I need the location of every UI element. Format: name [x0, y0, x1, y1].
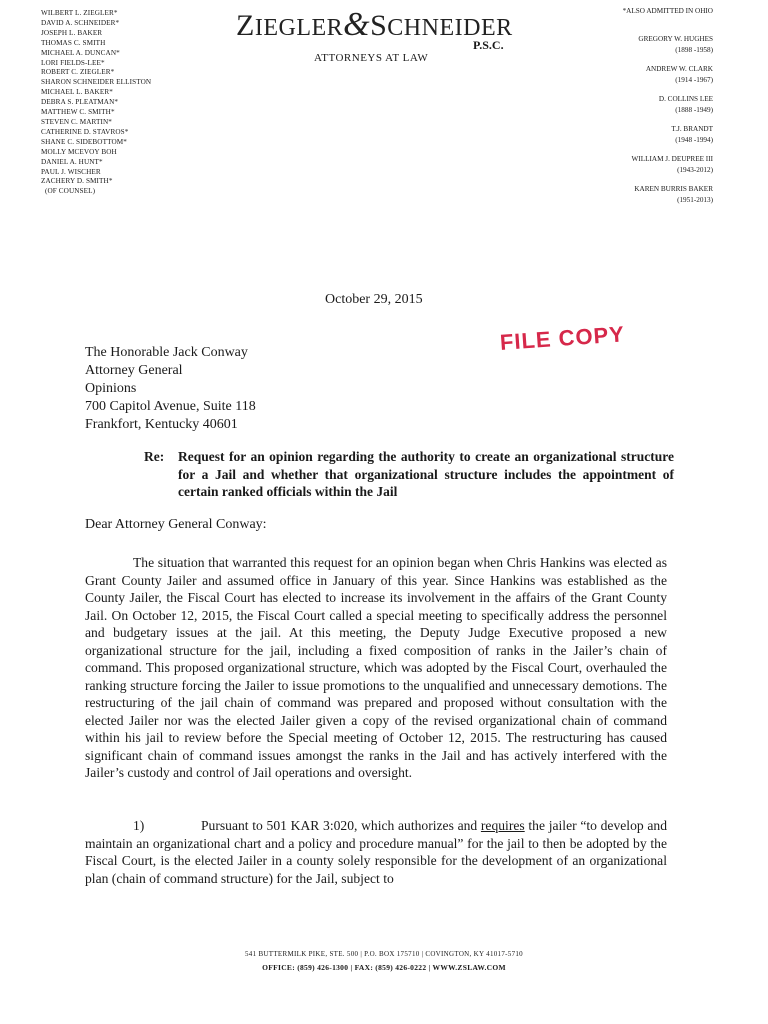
- admitted-note: *ALSO ADMITTED IN OHIO: [622, 7, 713, 15]
- former-member-years: (1948 -1994): [675, 136, 713, 144]
- partner-name: ZACHERY D. SMITH*: [41, 177, 113, 186]
- footer-address: 541 BUTTERMILK PIKE, STE. 500 | P.O. BOX 175710 | COVINGTON, KY 41017-5710: [245, 950, 523, 958]
- letter-footer: [0, 950, 768, 972]
- firm-name-part: CHNEIDER: [387, 15, 513, 41]
- former-member-name: ANDREW W. CLARK: [645, 65, 713, 73]
- former-member-years: (1943-2012): [677, 166, 713, 174]
- partner-name: STEVEN C. MARTIN*: [41, 117, 112, 126]
- partner-name: SHANE C. SIDEBOTTOM*: [41, 137, 127, 146]
- partner-name: WILBERT L. ZIEGLER*: [41, 9, 118, 17]
- firm-suffix: P.S.C.: [473, 38, 504, 52]
- subject-text: Request for an opinion regarding the authority to create an organizational structure for a Jail and whether that organizational structure includes the appointment of certain ranked officials within the Jail: [178, 449, 674, 499]
- former-member-name: T.J. BRANDT: [671, 125, 713, 133]
- recipient-line: Frankfort, Kentucky 40601: [85, 417, 238, 432]
- paragraph-text: The situation that warranted this request for an opinion began when Chris Hankins was elected as Grant County Jailer and assumed office in January of this year. Since Hankins was established as the County Jailer, the Fiscal Court has elected to increase its involvement in the affairs of the Grant County Jail. On October 12, 2015, the Fiscal Court called a special meeting to specifically address the personnel and budgetary issues at the jail. At this meeting, the Deputy Judge Executive proposed a new organizational structure for the jail, including a fixed composition of ranks in the Jailer’s chain of command. This proposed organizational structure, which was adopted by the Fiscal Court, overhauled the ranking structure forcing the Jailer to issue promotions to the unqualified and unnecessary demotions. The restructuring of the jail chain of command was prepared and proposed without consultation with the elected Jailer nor was the elected Jailer given a copy of the revised organizational chain of command within his jail to review before the Special meeting of October 12, 2015. The restructuring has caused significant chain of command issues amongst the ranks in the Jail and has actively interfered with the Jailer’s custody and control of Jail operations and oversight.: [85, 555, 667, 780]
- requires-underlined: requires: [480, 818, 525, 833]
- former-member-name: D. COLLINS LEE: [658, 95, 713, 103]
- former-member: [563, 124, 713, 146]
- item-text: Pursuant to 501 KAR 3:020, which authorizes and: [201, 818, 481, 833]
- file-copy-stamp: FILE COPY: [499, 321, 626, 355]
- numbered-item: [85, 817, 667, 887]
- former-member-name: GREGORY W. HUGHES: [638, 35, 713, 43]
- letter-date: October 29, 2015: [325, 292, 423, 307]
- recipient-address: [85, 344, 256, 434]
- former-member-name: KAREN BURRIS BAKER: [634, 185, 713, 193]
- recipient-line: Attorney General: [85, 363, 183, 378]
- former-member-years: (1888 -1949): [675, 106, 713, 114]
- partner-name: MATTHEW C. SMITH*: [41, 108, 115, 117]
- firm-initial: Z: [236, 9, 255, 42]
- subject-line: [144, 448, 674, 501]
- body-paragraph: [85, 554, 667, 782]
- partner-list: [41, 9, 211, 197]
- recipient-line: Opinions: [85, 381, 137, 396]
- partner-name: DAVID A. SCHNEIDER*: [41, 18, 120, 27]
- firm-name-part: IEGLER: [254, 15, 344, 41]
- partner-name: MOLLY MCEVOY BOH: [41, 147, 117, 156]
- former-member: [563, 94, 713, 116]
- of-counsel-note: (OF COUNSEL): [45, 187, 96, 196]
- partner-name: DANIEL A. HUNT*: [41, 157, 103, 166]
- subject-label: Re:: [144, 449, 165, 464]
- partner-name: CATHERINE D. STAVROS*: [41, 127, 129, 136]
- former-member-years: (1951-2013): [677, 196, 713, 204]
- item-number: 1): [133, 818, 145, 833]
- salutation: Dear Attorney General Conway:: [85, 517, 267, 532]
- former-member: [563, 184, 713, 206]
- partner-name: SHARON SCHNEIDER ELLISTON: [41, 78, 152, 87]
- former-member-years: (1898 -1958): [675, 46, 713, 54]
- firm-subtitle: ATTORNEYS AT LAW: [314, 52, 429, 64]
- partner-name: THOMAS C. SMITH: [41, 38, 106, 47]
- former-member-years: (1914 -1967): [675, 76, 713, 84]
- former-member: [563, 64, 713, 86]
- partner-name: ROBERT C. ZIEGLER*: [41, 68, 115, 77]
- former-member-name: WILLIAM J. DEUPREE III: [631, 155, 713, 163]
- ampersand-mark: &: [343, 6, 371, 43]
- partner-name: JOSEPH L. BAKER: [41, 28, 103, 37]
- firm-initial: S: [370, 9, 388, 42]
- former-member: [563, 154, 713, 176]
- recipient-line: The Honorable Jack Conway: [85, 345, 248, 360]
- former-members-list: [563, 7, 713, 214]
- firm-logo: [236, 6, 526, 64]
- partner-name: MICHAEL L. BAKER*: [41, 88, 113, 97]
- partner-name: MICHAEL A. DUNCAN*: [41, 48, 120, 57]
- recipient-line: 700 Capitol Avenue, Suite 118: [85, 399, 256, 414]
- partner-name: PAUL J. WISCHER: [41, 167, 101, 176]
- footer-contact: OFFICE: (859) 426-1300 | FAX: (859) 426-0222 | WWW.ZSLAW.COM: [262, 963, 506, 972]
- former-member: [563, 34, 713, 56]
- partner-name: DEBRA S. PLEATMAN*: [41, 98, 119, 107]
- item-text: the jailer “to develop and maintain an organizational chart and a policy and procedure manual” for the jail to then be adopted by the Fiscal Court, is the elected Jailer in a county solely responsible for the development of an organizational plan (chain of command structure) for the Jail, subject to: [85, 818, 667, 886]
- partner-name: LORI FIELDS-LEE*: [41, 58, 105, 67]
